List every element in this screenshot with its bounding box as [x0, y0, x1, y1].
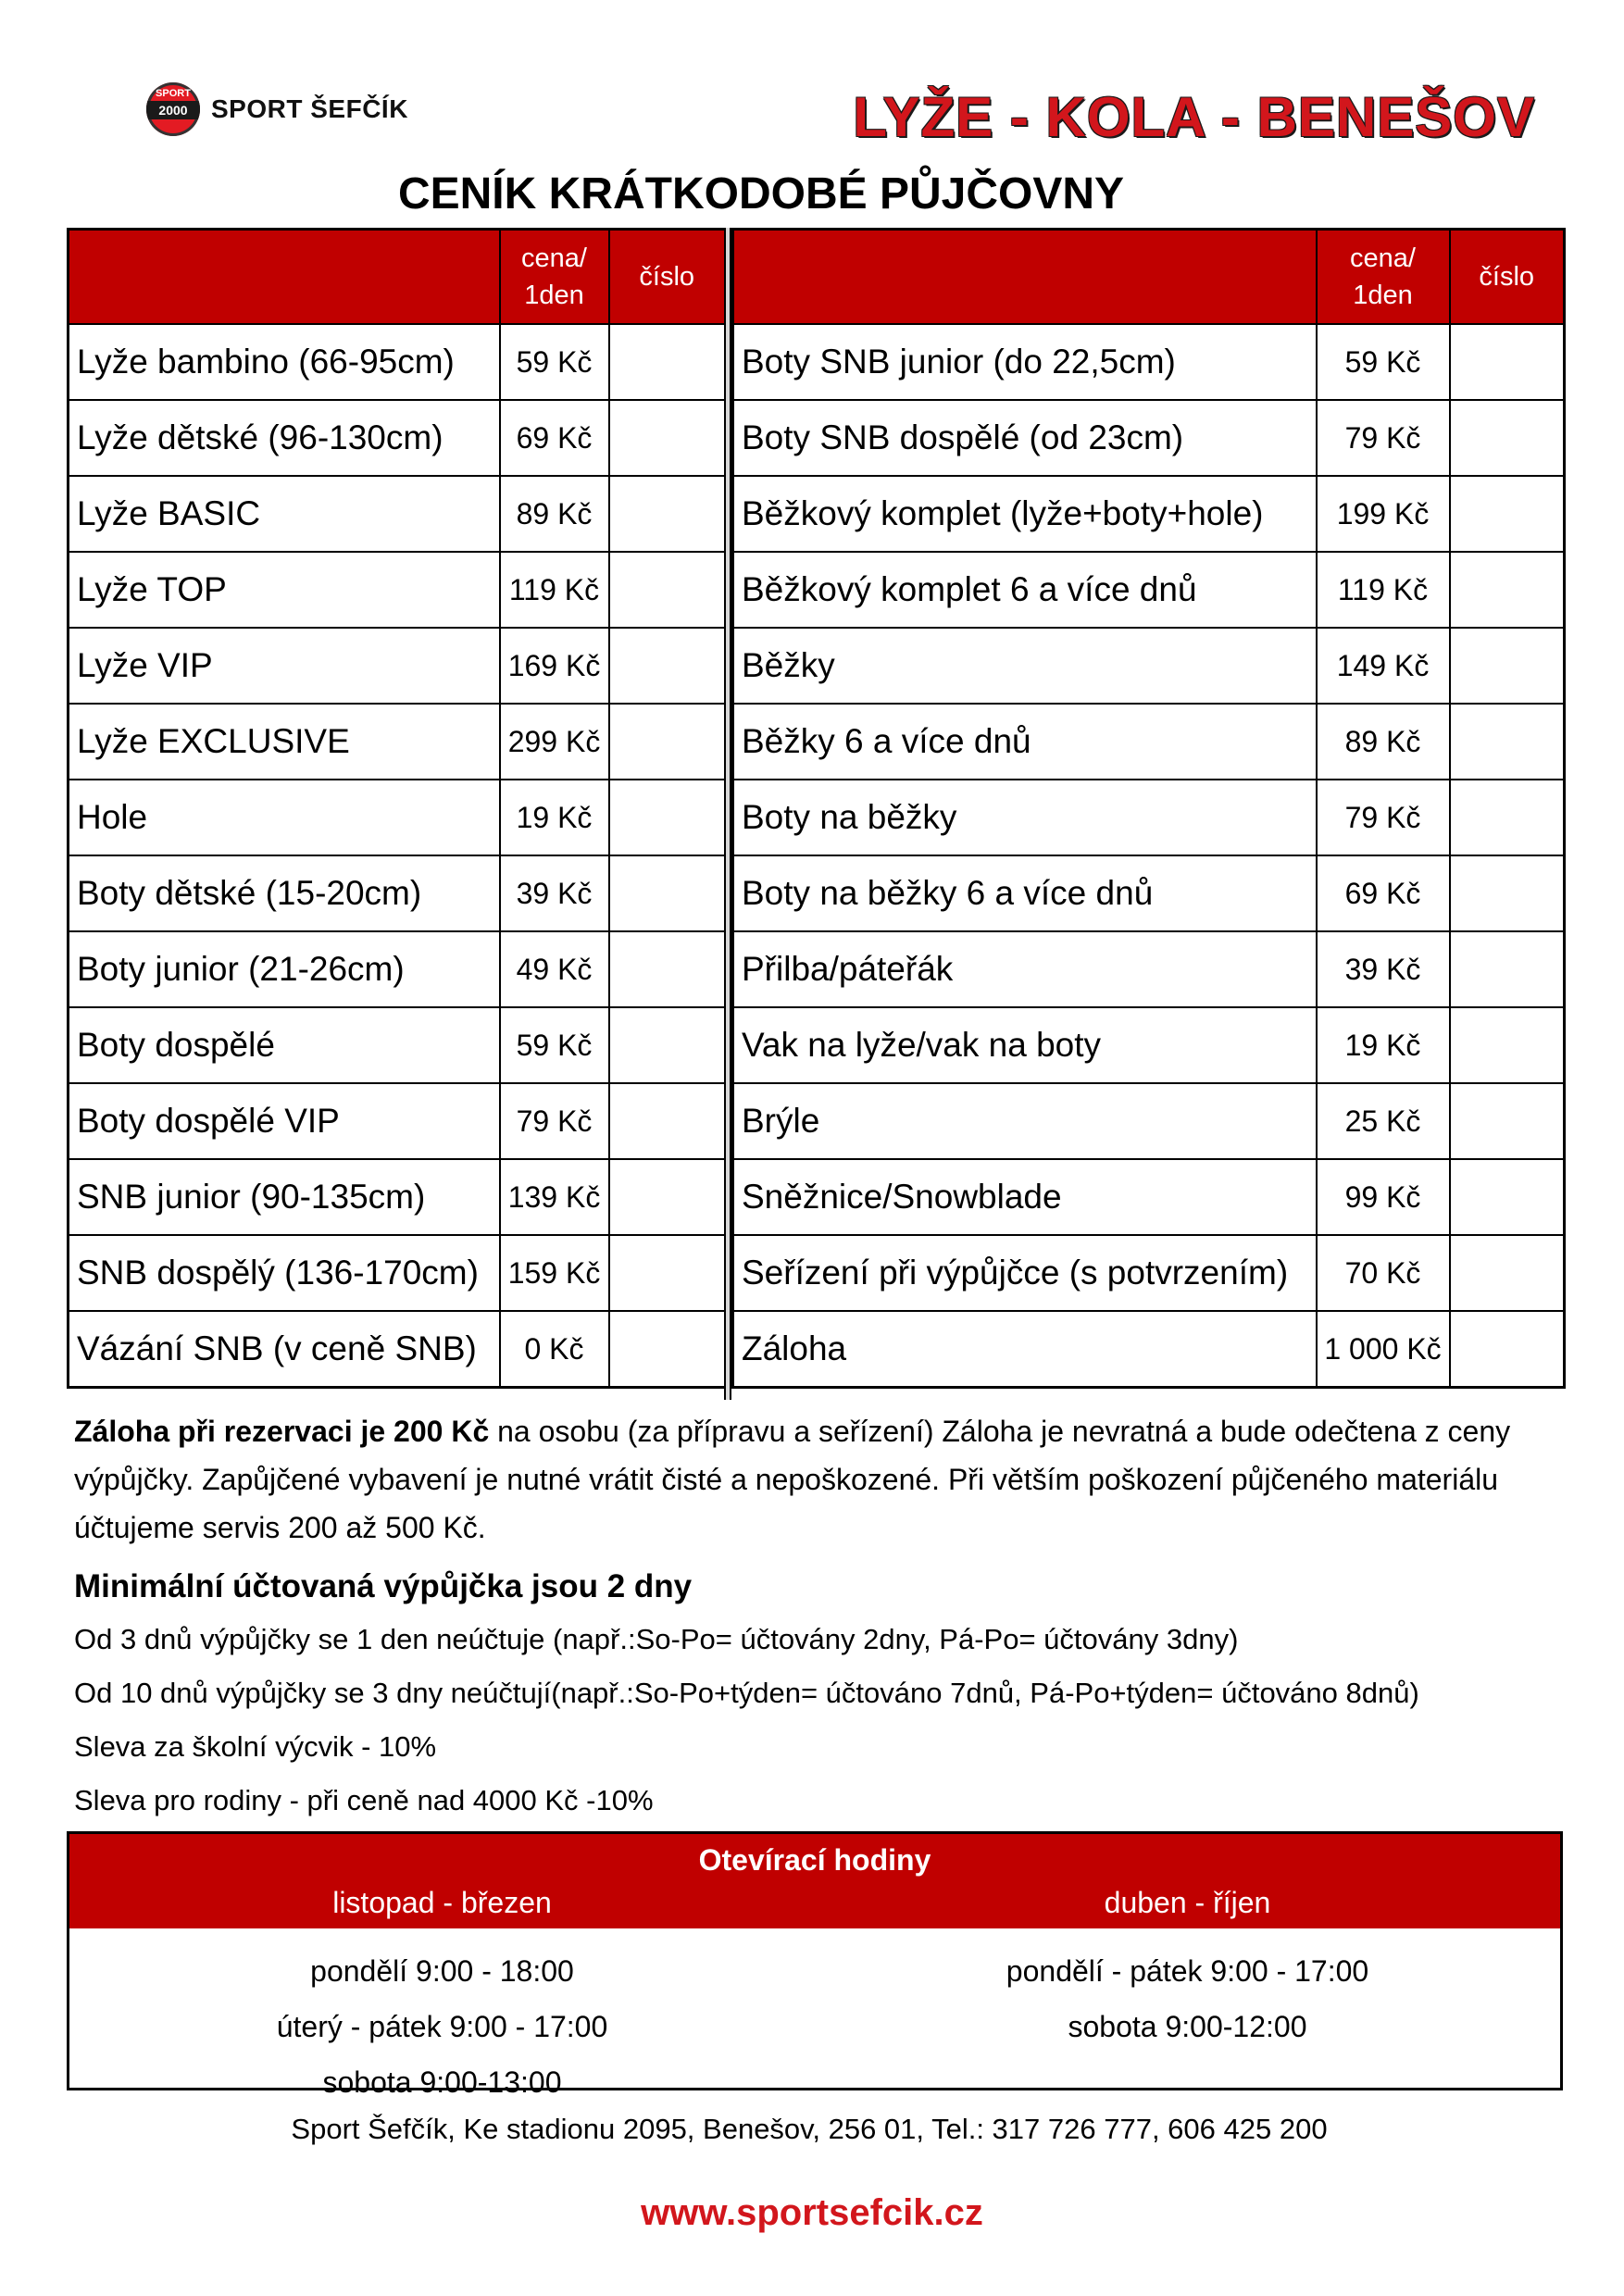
table-row: [733, 324, 1565, 400]
item-number-cell[interactable]: [1450, 1311, 1565, 1388]
hours-column-summer: [815, 1943, 1560, 2054]
item-price-cell: 79 Kč: [1317, 780, 1450, 855]
item-name-cell: Boty SNB dospělé (od 23cm): [733, 400, 1317, 476]
item-price-cell: 70 Kč: [1317, 1235, 1450, 1311]
item-name-cell: Boty dětské (15-20cm): [69, 855, 500, 931]
table-row: [69, 1007, 726, 1083]
item-number-cell[interactable]: [609, 1235, 726, 1311]
item-number-cell[interactable]: [1450, 476, 1565, 552]
table-row: [733, 1083, 1565, 1159]
table-separator: [724, 228, 731, 1400]
header-price-cell: [500, 230, 609, 325]
item-price-cell: 69 Kč: [1317, 855, 1450, 931]
price-table-left: [67, 228, 727, 1389]
table-header-row: [69, 230, 726, 325]
item-number-cell[interactable]: [609, 552, 726, 628]
header-price-line2: 1den: [524, 281, 584, 310]
item-number-cell[interactable]: [609, 1159, 726, 1235]
logo: [146, 81, 408, 137]
item-price-cell: 159 Kč: [500, 1235, 609, 1311]
item-price-cell: 79 Kč: [1317, 400, 1450, 476]
item-name-cell: Hole: [69, 780, 500, 855]
item-name-cell: SNB junior (90-135cm): [69, 1159, 500, 1235]
item-price-cell: 39 Kč: [1317, 931, 1450, 1007]
item-price-cell: 19 Kč: [500, 780, 609, 855]
hours-column-winter: [69, 1943, 815, 2110]
item-price-cell: 139 Kč: [500, 1159, 609, 1235]
hours-line: pondělí - pátek 9:00 - 17:00: [1006, 1954, 1369, 1988]
table-row: [733, 476, 1565, 552]
price-table-right: [731, 228, 1566, 1389]
table-row: [733, 704, 1565, 780]
table-row: [733, 780, 1565, 855]
logo-text: SPORT ŠEFČÍK: [211, 94, 408, 123]
logo-badge-top: SPORT: [156, 88, 191, 99]
item-number-cell[interactable]: [609, 855, 726, 931]
item-price-cell: 39 Kč: [500, 855, 609, 931]
table-row: [733, 1311, 1565, 1388]
item-number-cell[interactable]: [1450, 400, 1565, 476]
table-row: [69, 780, 726, 855]
item-price-cell: 19 Kč: [1317, 1007, 1450, 1083]
table-row: [733, 552, 1565, 628]
header-price-line2: 1den: [1353, 281, 1413, 310]
item-number-cell[interactable]: [609, 704, 726, 780]
item-number-cell[interactable]: [1450, 1007, 1565, 1083]
item-price-cell: 59 Kč: [500, 1007, 609, 1083]
notes-section: [74, 1407, 1565, 1828]
item-number-cell[interactable]: [609, 1311, 726, 1388]
header-item-cell: [69, 230, 500, 325]
table-row: [69, 1159, 726, 1235]
item-name-cell: Lyže bambino (66-95cm): [69, 324, 500, 400]
table-row: [733, 1007, 1565, 1083]
item-name-cell: Lyže EXCLUSIVE: [69, 704, 500, 780]
season-label-summer: duben - říjen: [1104, 1886, 1271, 1919]
item-number-cell[interactable]: [1450, 1159, 1565, 1235]
table-row: [69, 628, 726, 704]
table-row: [733, 1159, 1565, 1235]
header-price-line1: cena/: [1350, 243, 1416, 273]
hours-line: pondělí 9:00 - 18:00: [310, 1954, 574, 1988]
item-number-cell[interactable]: [609, 324, 726, 400]
hours-line: sobota 9:00-13:00: [322, 2065, 562, 2099]
item-number-cell[interactable]: [1450, 780, 1565, 855]
rule-line: Sleva pro rodiny - při ceně nad 4000 Kč -10%: [74, 1784, 654, 1816]
opening-hours-title: Otevírací hodiny: [698, 1843, 931, 1877]
item-price-cell: 25 Kč: [1317, 1083, 1450, 1159]
hours-line: sobota 9:00-12:00: [1068, 2010, 1307, 2043]
item-price-cell: 59 Kč: [500, 324, 609, 400]
item-price-cell: 69 Kč: [500, 400, 609, 476]
table-row: [69, 704, 726, 780]
logo-badge-icon: [146, 82, 200, 136]
item-name-cell: Boty SNB junior (do 22,5cm): [733, 324, 1317, 400]
item-price-cell: 99 Kč: [1317, 1159, 1450, 1235]
table-row: [69, 931, 726, 1007]
table-row: [69, 324, 726, 400]
table-row: [69, 1083, 726, 1159]
header-number-cell: číslo: [1450, 230, 1565, 325]
item-name-cell: Přilba/páteřák: [733, 931, 1317, 1007]
table-row: [69, 855, 726, 931]
item-name-cell: Lyže TOP: [69, 552, 500, 628]
logo-badge-bottom: 2000: [158, 103, 188, 118]
table-row: [69, 400, 726, 476]
item-number-cell[interactable]: [609, 780, 726, 855]
item-name-cell: Vak na lyže/vak na boty: [733, 1007, 1317, 1083]
item-number-cell[interactable]: [1450, 324, 1565, 400]
item-price-cell: 199 Kč: [1317, 476, 1450, 552]
item-number-cell[interactable]: [609, 400, 726, 476]
item-name-cell: Boty na běžky: [733, 780, 1317, 855]
table-row: [69, 1235, 726, 1311]
table-row: [733, 400, 1565, 476]
deposit-note: [74, 1407, 1565, 1552]
item-price-cell: 1 000 Kč: [1317, 1311, 1450, 1388]
hours-line: úterý - pátek 9:00 - 17:00: [276, 2010, 608, 2043]
item-name-cell: Lyže dětské (96-130cm): [69, 400, 500, 476]
page-title: CENÍK KRÁTKODOBÉ PŮJČOVNY: [397, 169, 1125, 218]
item-price-cell: 89 Kč: [1317, 704, 1450, 780]
table-row: [733, 855, 1565, 931]
item-name-cell: SNB dospělý (136-170cm): [69, 1235, 500, 1311]
table-row: [69, 552, 726, 628]
item-price-cell: 0 Kč: [500, 1311, 609, 1388]
item-price-cell: 89 Kč: [500, 476, 609, 552]
header-price-cell: [1317, 230, 1450, 325]
item-number-cell[interactable]: [609, 931, 726, 1007]
item-price-cell: 299 Kč: [500, 704, 609, 780]
website-link[interactable]: www.sportsefcik.cz: [641, 2192, 983, 2233]
item-number-cell[interactable]: [609, 1007, 726, 1083]
item-name-cell: Záloha: [733, 1311, 1317, 1388]
table-row: [733, 628, 1565, 704]
item-name-cell: Lyže BASIC: [69, 476, 500, 552]
item-name-cell: Boty na běžky 6 a více dnů: [733, 855, 1317, 931]
item-name-cell: Seřízení při výpůjčce (s potvrzením): [733, 1235, 1317, 1311]
minimum-rental-heading: Minimální účtovaná výpůjčka jsou 2 dny: [74, 1568, 693, 1604]
item-name-cell: Běžky 6 a více dnů: [733, 704, 1317, 780]
item-number-cell[interactable]: [1450, 552, 1565, 628]
table-row: [69, 1311, 726, 1388]
item-name-cell: Vázání SNB (v ceně SNB): [69, 1311, 500, 1388]
table-row: [733, 931, 1565, 1007]
item-name-cell: Běžky: [733, 628, 1317, 704]
item-price-cell: 59 Kč: [1317, 324, 1450, 400]
item-name-cell: Boty dospělé VIP: [69, 1083, 500, 1159]
item-number-cell[interactable]: [609, 1083, 726, 1159]
deposit-note-text: na osobu (za přípravu a seřízení) Záloha je nevratná a bude odečtena z ceny výpůjčky. Zapůjčené vybavení je nutné vrátit čisté a nepoškozené. Při větším poškození půjčeného materiálu účtujeme servis 200 až 500 Kč.: [74, 1415, 1511, 1544]
item-number-cell[interactable]: [1450, 628, 1565, 704]
deposit-note-bold: Záloha při rezervaci je 200 Kč: [74, 1415, 490, 1448]
item-price-cell: 119 Kč: [500, 552, 609, 628]
item-name-cell: Brýle: [733, 1083, 1317, 1159]
rule-line: Sleva za školní výcvik - 10%: [74, 1730, 437, 1763]
item-name-cell: Boty dospělé: [69, 1007, 500, 1083]
item-name-cell: Sněžnice/Snowblade: [733, 1159, 1317, 1235]
opening-hours-box: [67, 1831, 1563, 2099]
table-row: [69, 476, 726, 552]
item-price-cell: 79 Kč: [500, 1083, 609, 1159]
opening-hours-header: [69, 1834, 1560, 1928]
item-price-cell: 49 Kč: [500, 931, 609, 1007]
item-name-cell: Boty junior (21-26cm): [69, 931, 500, 1007]
item-number-cell[interactable]: [1450, 1235, 1565, 1311]
rule-line: Od 10 dnů výpůjčky se 3 dny neúčtují(např.:So-Po+týden= účtováno 7dnů, Pá-Po+týden= účtováno 8dnů): [74, 1677, 1419, 1709]
item-number-cell[interactable]: [609, 476, 726, 552]
table-row: [733, 1235, 1565, 1311]
item-number-cell[interactable]: [1450, 704, 1565, 780]
item-number-cell[interactable]: [609, 628, 726, 704]
header-price-line1: cena/: [521, 243, 587, 273]
rule-line: Od 3 dnů výpůjčky se 1 den neúčtuje (např.:So-Po= účtovány 2dny, Pá-Po= účtovány 3dny): [74, 1623, 1239, 1655]
item-number-cell[interactable]: [1450, 855, 1565, 931]
item-number-cell[interactable]: [1450, 931, 1565, 1007]
table-header-row: [733, 230, 1565, 325]
item-price-cell: 149 Kč: [1317, 628, 1450, 704]
footer-address: Sport Šefčík, Ke stadionu 2095, Benešov, 256 01, Tel.: 317 726 777, 606 425 200: [291, 2113, 1328, 2145]
item-price-cell: 169 Kč: [500, 628, 609, 704]
item-number-cell[interactable]: [1450, 1083, 1565, 1159]
item-name-cell: Lyže VIP: [69, 628, 500, 704]
top-slogan: LYŽE - KOLA - BENEŠOV: [853, 86, 1535, 148]
season-label-winter: listopad - březen: [332, 1886, 552, 1919]
item-price-cell: 119 Kč: [1317, 552, 1450, 628]
item-name-cell: Běžkový komplet 6 a více dnů: [733, 552, 1317, 628]
header-item-cell: [733, 230, 1317, 325]
header-number-cell: číslo: [609, 230, 726, 325]
item-name-cell: Běžkový komplet (lyže+boty+hole): [733, 476, 1317, 552]
